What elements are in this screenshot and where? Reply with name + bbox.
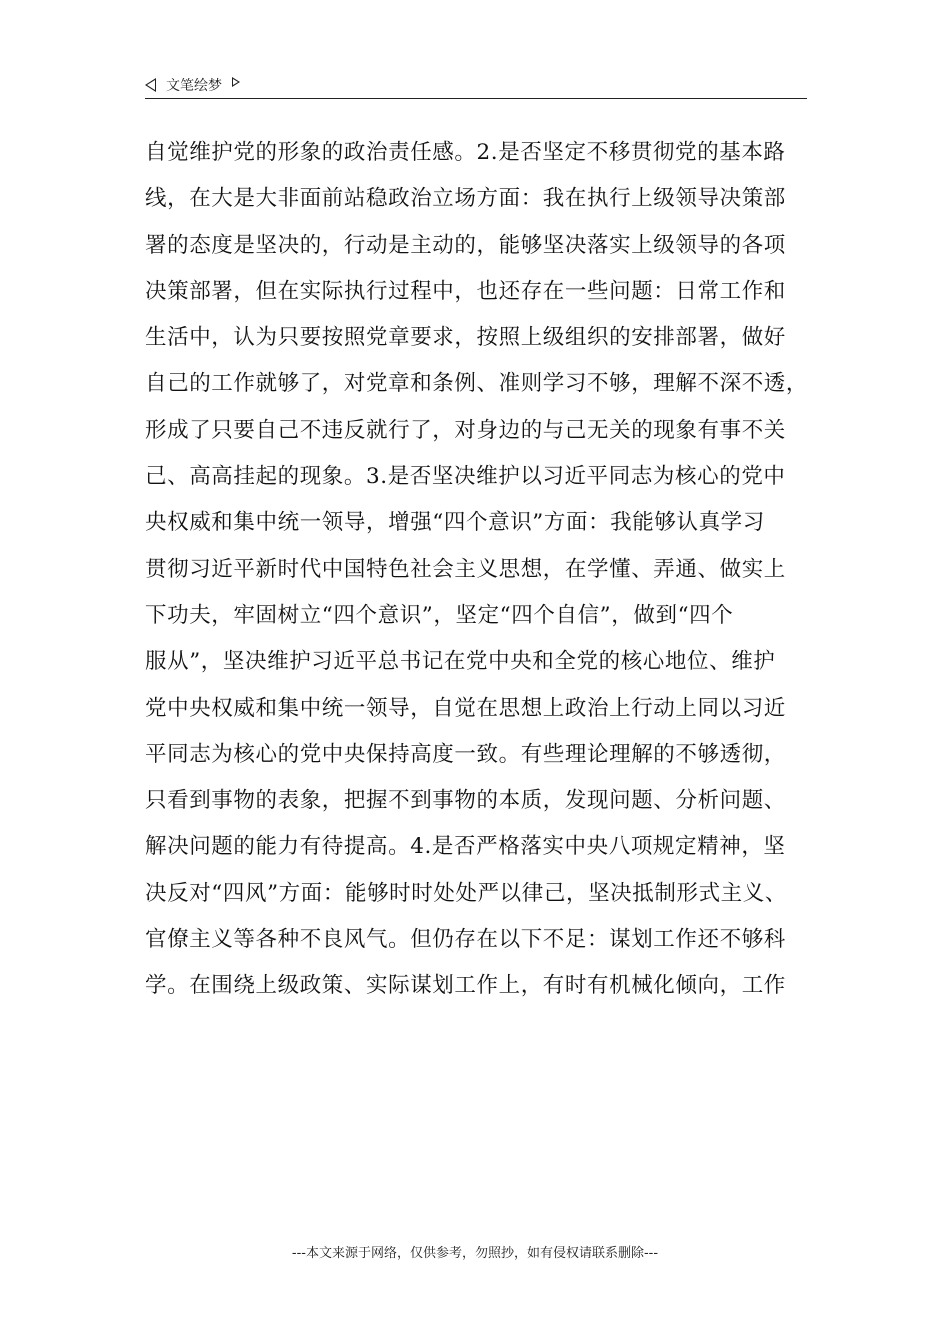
body-line: 服从”，坚决维护习近平总书记在党中央和全党的核心地位、维护 <box>145 649 776 675</box>
body-line: 只看到事物的表象，把握不到事物的本质，发现问题、分析问题、 <box>145 788 786 814</box>
body-line: 贯彻习近平新时代中国特色社会主义思想，在学懂、弄通、做实上 <box>145 556 786 582</box>
body-line: 自己的工作就够了，对党章和条例、准则学习不够，理解不深不透， <box>145 371 809 397</box>
footer-notice: ---本文来源于网络，仅供参考，勿照抄，如有侵权请联系删除--- <box>291 1246 659 1261</box>
body-line: 官僚主义等各种不良风气。但仍存在以下不足：谋划工作还不够科 <box>145 927 786 953</box>
page-header <box>145 72 807 99</box>
body-line: 决策部署，但在实际执行过程中，也还存在一些问题：日常工作和 <box>145 278 786 304</box>
body-line: 下功夫，牢固树立“四个意识”，坚定“四个自信”，做到“四个 <box>145 602 734 628</box>
body-line: 党中央权威和集中统一领导，自觉在思想上政治上行动上同以习近 <box>145 695 786 721</box>
body-line: 己、高高挂起的现象。3.是否坚决维护以习近平同志为核心的党中 <box>145 464 786 490</box>
body-line: 生活中，认为只要按照党章要求，按照上级组织的安排部署，做好 <box>145 325 786 351</box>
body-line: 解决问题的能力有待提高。4.是否严格落实中央八项规定精神，坚 <box>145 834 786 860</box>
body-line: 署的态度是坚决的，行动是主动的，能够坚决落实上级领导的各项 <box>145 232 786 258</box>
body-line: 决反对“四风”方面：能够时时处处严以律己，坚决抵制形式主义、 <box>145 880 787 906</box>
body-line: 平同志为核心的党中央保持高度一致。有些理论理解的不够透彻， <box>145 741 786 767</box>
document-body <box>145 130 810 1010</box>
header-title: 文笔绘梦 <box>166 78 222 94</box>
body-line: 线，在大是大非面前站稳政治立场方面：我在执行上级领导决策部 <box>145 186 786 212</box>
triangle-left-icon <box>145 78 156 92</box>
body-line: 形成了只要自己不违反就行了，对身边的与己无关的现象有事不关 <box>145 417 786 443</box>
body-line: 自觉维护党的形象的政治责任感。2.是否坚定不移贯彻党的基本路 <box>145 140 786 165</box>
triangle-right-icon <box>232 77 240 87</box>
body-line: 学。在围绕上级政策、实际谋划工作上，有时有机械化倾向，工作 <box>145 973 786 999</box>
body-line: 央权威和集中统一领导，增强“四个意识”方面：我能够认真学习 <box>145 510 765 536</box>
